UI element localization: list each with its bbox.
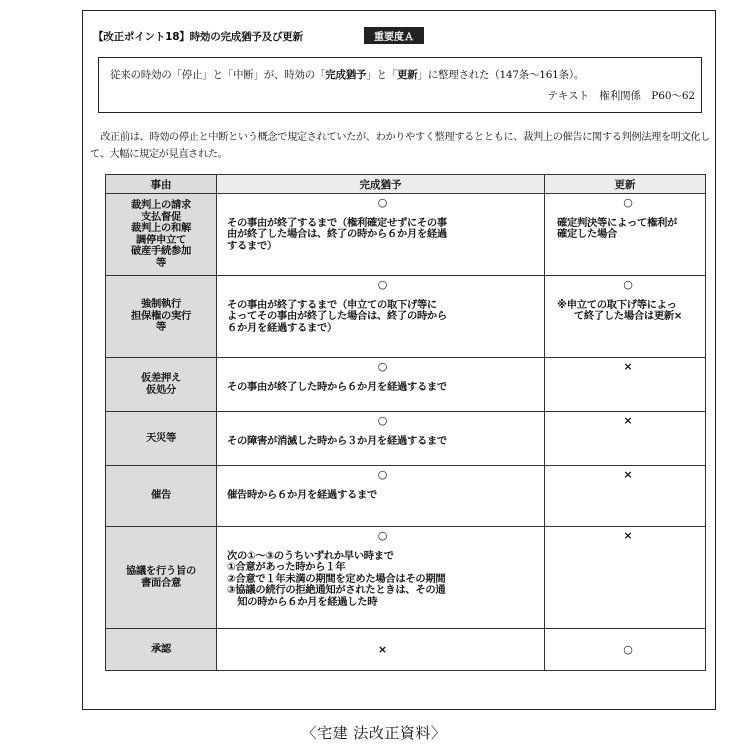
reason-line: 担保権の実行 xyxy=(131,309,191,322)
cell-reason xyxy=(106,276,217,358)
cell-renewal xyxy=(545,194,706,276)
cell-renewal xyxy=(545,412,706,466)
reason-line: 裁判上の請求 xyxy=(131,199,191,211)
suspension-mark: × xyxy=(377,642,388,656)
header-renewal: 更新 xyxy=(545,175,706,194)
cell-renewal xyxy=(545,527,706,629)
cell-suspension xyxy=(217,527,545,629)
table-row xyxy=(106,358,706,412)
cell-renewal xyxy=(545,358,706,412)
reason-line: 破産手続参加 xyxy=(131,245,191,257)
suspension-text-line: その事由が終了した時から６か月を経過するまで xyxy=(227,380,447,393)
importance-badge: 重要度Ａ xyxy=(364,27,424,44)
suspension-mark: ○ xyxy=(377,468,388,481)
intro-paragraph: 改正前は、時効の停止と中断という概念で規定されていたが、わかりやすく整理するとともに、裁判上の催告に関する判例法理を明文化して、大幅に規定が見直された。 xyxy=(90,132,711,160)
suspension-text-line: ③協議の続行の拒絶通知がされたときは、その通 xyxy=(227,584,446,596)
cell-renewal xyxy=(545,629,706,671)
suspension-text-line: 知の時から６か月を経過した時 xyxy=(237,595,378,608)
suspension-text-line: よってその事由が終了した場合は、終了の時から xyxy=(227,310,447,322)
renewal-text-line: 確定した場合 xyxy=(557,228,617,240)
document-frame xyxy=(82,10,716,710)
renewal-mark: × xyxy=(623,468,633,481)
table-row xyxy=(106,194,706,276)
page-caption: 〈宅建 法改正資料〉 xyxy=(301,724,447,742)
renewal-mark: × xyxy=(623,529,633,542)
suspension-text-line: その障害が消滅した時から３か月を経過するまで xyxy=(227,434,447,447)
table-row xyxy=(106,527,706,629)
cell-suspension xyxy=(217,276,545,358)
table-row xyxy=(106,276,706,358)
cell-suspension xyxy=(217,194,545,276)
summary-text: 従来の時効の「停止」と「中断」が、時効の「完成猶予」と「更新」に整理された（147条～161条）。 xyxy=(110,69,585,81)
cell-reason xyxy=(106,412,217,466)
cell-reason xyxy=(106,527,217,629)
reason-line: 調停申立て xyxy=(136,233,186,246)
term-renewal: 更新 xyxy=(397,69,418,81)
cell-reason xyxy=(106,466,217,527)
suspension-mark: ○ xyxy=(377,529,388,542)
header-suspension: 完成猶予 xyxy=(217,175,545,194)
table-header-row xyxy=(106,175,706,194)
cell-suspension xyxy=(217,466,545,527)
cell-renewal xyxy=(545,276,706,358)
renewal-mark: × xyxy=(623,360,633,373)
reason-line: 書面合意 xyxy=(141,576,181,589)
suspension-mark: ○ xyxy=(377,196,388,209)
renewal-text-line: 確定判決等によって権利が xyxy=(557,216,677,229)
cell-reason xyxy=(106,194,217,276)
suspension-text-line: 催告時から６か月を経過するまで xyxy=(227,488,377,501)
cell-suspension xyxy=(217,358,545,412)
renewal-text-line: て終了した場合は更新× xyxy=(573,310,683,322)
summary-box xyxy=(98,57,702,113)
cell-reason xyxy=(106,629,217,671)
cell-suspension xyxy=(217,412,545,466)
suspension-text-line: するまで） xyxy=(227,239,277,252)
renewal-mark: × xyxy=(623,414,633,427)
suspension-text-line: 由が終了した場合は、終了の時から６か月を経過 xyxy=(227,228,447,240)
reason-line: 承認 xyxy=(151,642,171,655)
suspension-mark: ○ xyxy=(377,360,388,373)
reason-line: 強制執行 xyxy=(141,298,181,311)
reason-line: 催告 xyxy=(151,489,171,502)
suspension-text-line: 次の①～③のうちいずれか早い時まで xyxy=(227,549,394,562)
renewal-mark: ○ xyxy=(623,642,633,656)
reason-line: 等 xyxy=(156,321,166,334)
cell-reason xyxy=(106,358,217,412)
reason-line: 支払督促 xyxy=(141,210,181,223)
reason-line: 仮差押え xyxy=(141,372,181,384)
suspension-text-line: その事由が終了するまで（権利確定せずにその事 xyxy=(227,216,447,229)
reason-line: 仮処分 xyxy=(146,383,176,396)
renewal-mark: ○ xyxy=(623,196,633,209)
suspension-mark: ○ xyxy=(377,414,388,427)
table-row xyxy=(106,629,706,671)
cell-suspension xyxy=(217,629,545,671)
point-heading: 【改正ポイント18】時効の完成猶予及び更新 xyxy=(93,31,303,43)
term-suspension: 完成猶予 xyxy=(325,69,367,81)
reason-line: 天災等 xyxy=(146,431,176,444)
table-row xyxy=(106,412,706,466)
suspension-text-line: その事由が終了するまで（申立ての取下げ等に xyxy=(227,298,437,311)
cell-renewal xyxy=(545,466,706,527)
table-row xyxy=(106,466,706,527)
renewal-mark: ○ xyxy=(623,278,633,291)
header-reason: 事由 xyxy=(106,175,217,194)
reason-line: 裁判上の和解 xyxy=(131,222,191,234)
statute-table xyxy=(105,174,706,671)
suspension-text-line: ①合意があった時から１年 xyxy=(227,561,346,573)
suspension-text-line: ②合意で１年未満の期間を定めた場合はその期間 xyxy=(227,572,446,585)
reason-line: 協議を行う旨の xyxy=(126,565,196,577)
summary-reference: テキスト 権利関係 P60～62 xyxy=(547,90,695,102)
suspension-text-line: ６か月を経過するまで） xyxy=(227,321,337,334)
renewal-text-line: ※申立ての取下げ等によっ xyxy=(557,298,677,311)
suspension-mark: ○ xyxy=(377,278,388,291)
reason-line: 等 xyxy=(156,256,166,269)
